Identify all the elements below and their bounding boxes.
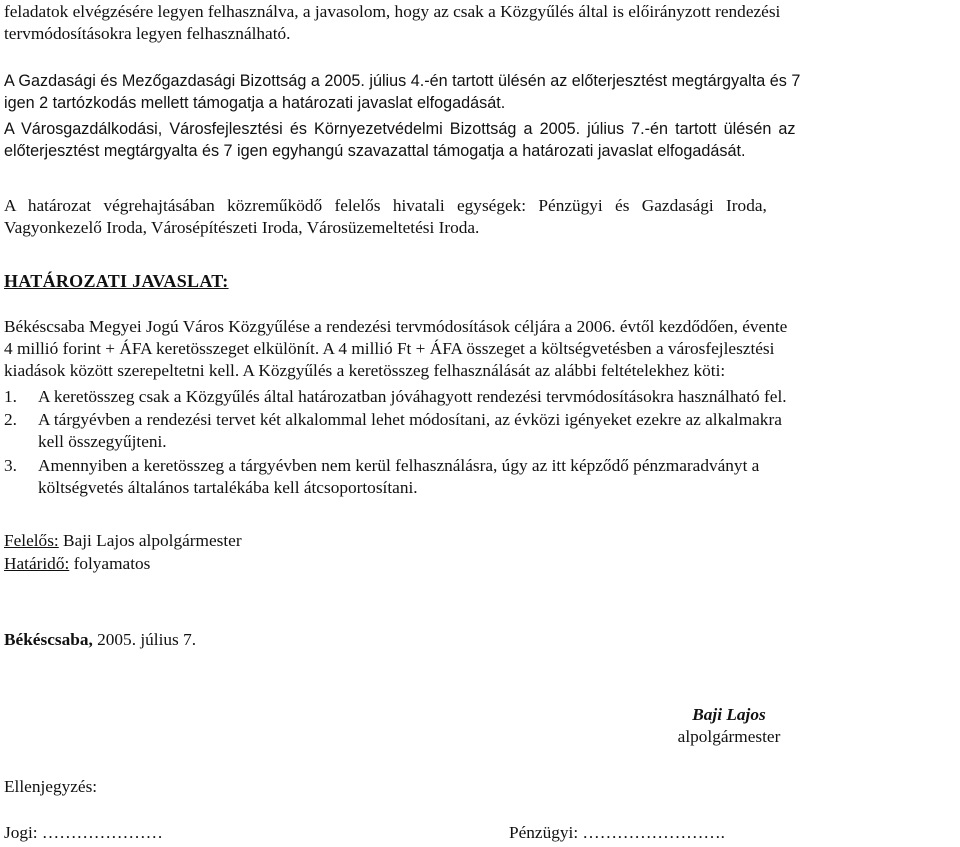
resolution-heading: HATÁROZATI JAVASLAT:: [4, 271, 229, 291]
countersign-finance: Pénzügyi: …………………….: [509, 823, 726, 842]
resolution-line-1: Békéscsaba Megyei Jogú Város Közgyűlése a rendezési tervmódosítások céljára a 2006. évtől kezdődően, évente: [4, 317, 788, 336]
resolution-line-3: kiadások között szerepeltetni kell. A Közgyűlés a keretösszeg felhasználását az alábbi feltételekhez köti:: [4, 361, 726, 380]
committee-gazdasagi-line-1: A Gazdasági és Mezőgazdasági Bizottság a 2005. július 4.-én tartott ülésén az előterjesztést megtárgyalta és 7: [4, 72, 801, 90]
committee-varos-paragraph: [4, 118, 956, 162]
committee-gazdasagi-paragraph: [4, 70, 956, 114]
condition-number: 2.: [4, 410, 17, 429]
condition-line-1: Amennyiben a keretösszeg a tárgyévben nem kerül felhasználásra, úgy az itt képződő pénzmaradványt a: [38, 456, 760, 475]
responsible-units-paragraph: [4, 195, 956, 239]
condition-text: [38, 386, 956, 408]
committee-gazdasagi-line-2: igen 2 tartózkodás mellett támogatja a határozati javaslat elfogadását.: [4, 94, 506, 112]
place-date-line: [4, 629, 956, 651]
responsible-units-line-1: A határozat végrehajtásában közreműködő felelős hivatali egységek: Pénzügyi és Gazdasági Iroda,: [4, 196, 767, 215]
signatory-name: Baji Lajos: [692, 705, 766, 724]
resolution-paragraph: [4, 316, 956, 382]
committee-varos-line-2: előterjesztést megtárgyalta és 7 igen egyhangú szavazattal támogatja a határozati javaslat elfogadását.: [4, 142, 746, 160]
signatory-title: alpolgármester: [677, 727, 781, 746]
responsible-units-line-2: Vagyonkezelő Iroda, Városépítészeti Iroda, Városüzemeltetési Iroda.: [4, 218, 480, 237]
condition-number: 1.: [4, 387, 17, 406]
intro-line-1: feladatok elvégzésére legyen felhasználva, a javasolom, hogy az csak a Közgyűlés által is előirányzott rendezési: [4, 2, 781, 21]
deadline-label: Határidő:: [4, 554, 70, 573]
condition-line-2: kell összegyűjteni.: [38, 432, 167, 451]
resolution-line-2: 4 millió forint + ÁFA keretösszeget elkülönít. A 4 millió Ft + ÁFA összeget a költségvetésben a városfejlesztési: [4, 339, 775, 358]
signature-block: [649, 704, 809, 748]
intro-line-2: tervmódosításokra legyen felhasználható.: [4, 24, 291, 43]
condition-text: [38, 455, 956, 499]
condition-number: 3.: [4, 456, 17, 475]
date: 2005. július 7.: [92, 630, 197, 649]
deadline-value: folyamatos: [69, 554, 151, 573]
condition-line-1: A keretösszeg csak a Közgyűlés által határozatban jóváhagyott rendezési tervmódosításokra használható fel.: [38, 387, 787, 406]
place: Békéscsaba,: [4, 630, 93, 649]
intro-paragraph: [4, 1, 956, 45]
responsible-label: Felelős:: [4, 531, 59, 550]
condition-line-2: költségvetés általános tartalékába kell átcsoportosítani.: [38, 478, 418, 497]
responsible-value: Baji Lajos alpolgármester: [58, 531, 242, 550]
responsible-line: [4, 530, 956, 552]
committee-varos-line-1: A Városgazdálkodási, Városfejlesztési és Környezetvédelmi Bizottság a 2005. július 7.-én tartott ülésén az: [4, 120, 796, 138]
countersign-label: Ellenjegyzés:: [4, 777, 98, 796]
deadline-line: [4, 553, 956, 575]
countersign-legal: Jogi: …………………: [4, 823, 163, 842]
condition-line-1: A tárgyévben a rendezési tervet két alkalommal lehet módosítani, az évközi igényeket ezekre az alkalmakra: [38, 410, 782, 429]
condition-text: [38, 409, 956, 453]
